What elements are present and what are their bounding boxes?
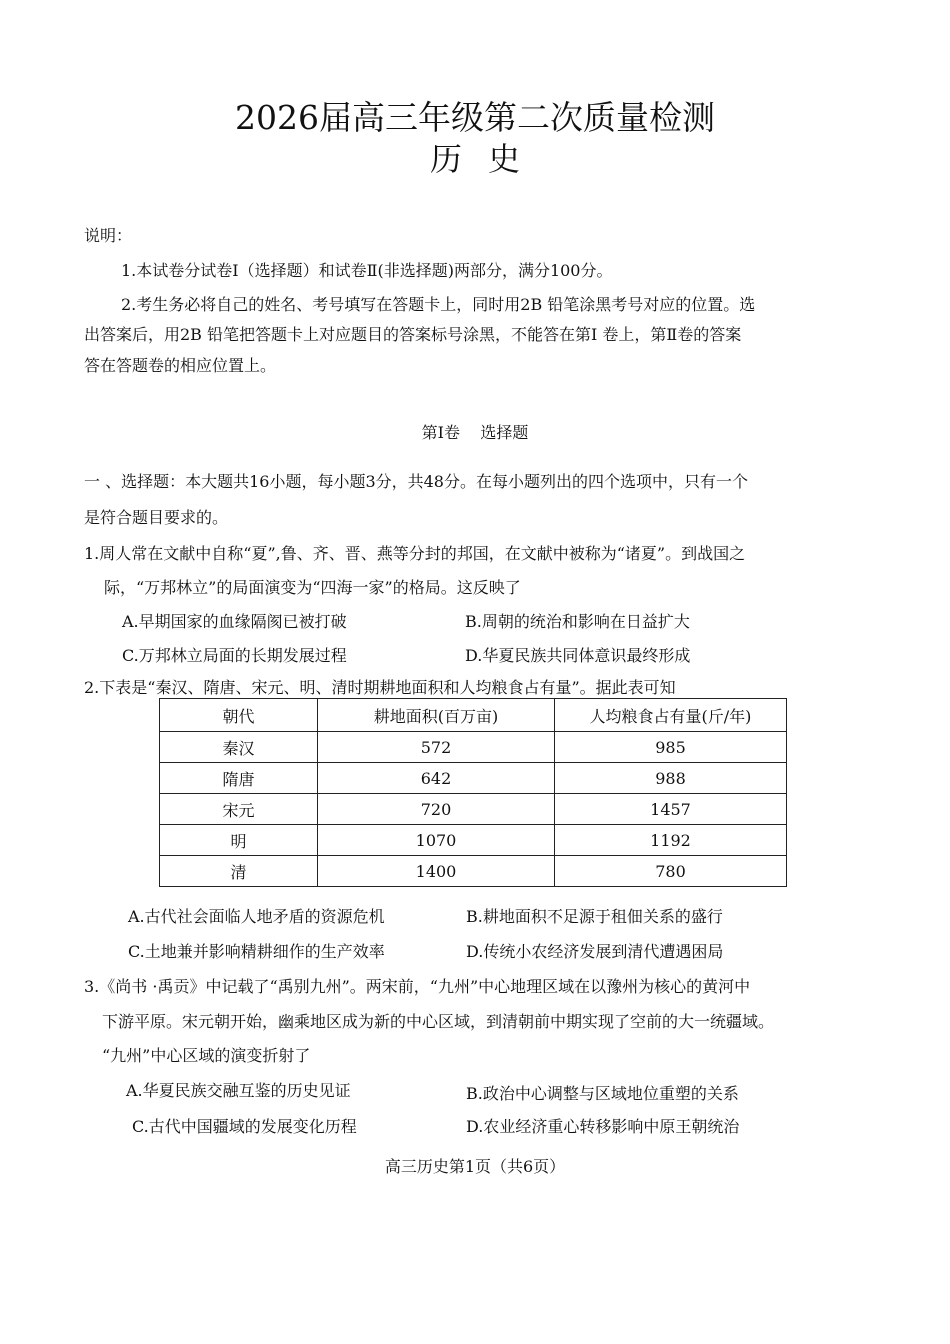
q3-option-c[interactable]: C.古代中国疆域的发展变化历程: [132, 1117, 357, 1136]
q2-option-b[interactable]: B.耕地面积不足源于租佃关系的盛行: [466, 907, 723, 926]
q1-option-b[interactable]: B.周朝的统治和影响在日益扩大: [465, 612, 690, 631]
q3-stem-line-1: 3.《尚书 ·禹贡》中记载了“禹别九州”。两宋前，“九州”中心地理区域在以豫州为核心的黄河中: [84, 977, 751, 996]
instruction-item-1: 1.本试卷分试卷Ⅰ（选择题）和试卷Ⅱ(非选择题)两部分，满分100分。: [121, 261, 613, 280]
table-cell: 642: [318, 763, 555, 794]
table-cell: 988: [555, 763, 787, 794]
instructions-label: 说明：: [84, 226, 133, 245]
table-cell: 985: [555, 732, 787, 763]
q2-data-table: [159, 698, 787, 887]
table-header-cell: 人均粮食占有量(斤/年): [555, 699, 787, 732]
page-footer: 高三历史第1页（共6页）: [384, 1157, 566, 1176]
table-cell: 780: [555, 856, 787, 887]
table-cell: 572: [318, 732, 555, 763]
table-cell: 720: [318, 794, 555, 825]
instruction-item-2-line-2: 出答案后，用2B 铅笔把答题卡上对应题目的答案标号涂黑，不能答在第Ⅰ 卷上，第Ⅱ卷的答案: [84, 325, 742, 344]
table-row: [160, 856, 787, 887]
table-row: [160, 794, 787, 825]
table-cell: 1070: [318, 825, 555, 856]
q3-option-b[interactable]: B.政治中心调整与区域地位重塑的关系: [466, 1084, 739, 1103]
table-cell: 1400: [318, 856, 555, 887]
q1-option-d[interactable]: D.华夏民族共同体意识最终形成: [465, 646, 691, 665]
q3-option-d[interactable]: D.农业经济重心转移影响中原王朝统治: [466, 1117, 740, 1136]
table-cell: 明: [160, 825, 318, 856]
table-cell: 宋元: [160, 794, 318, 825]
part-1-heading-line-1: 一 、选择题：本大题共16小题，每小题3分，共48分。在每小题列出的四个选项中，只有一个: [84, 472, 748, 491]
instruction-item-2-line-1: 2.考生务必将自己的姓名、考号填写在答题卡上，同时用2B 铅笔涂黑考号对应的位置。选: [121, 295, 756, 314]
table-row: [160, 732, 787, 763]
table-row: [160, 825, 787, 856]
q1-stem-line-1: 1.周人常在文献中自称“夏”,鲁、齐、晋、燕等分封的邦国，在文献中被称为“诸夏”。到战国之: [84, 544, 746, 563]
q1-option-c[interactable]: C.万邦林立局面的长期发展过程: [122, 646, 347, 665]
q3-stem-line-2: 下游平原。宋元朝开始，幽乘地区成为新的中心区域，到清朝前中期实现了空前的大一统疆域。: [102, 1012, 775, 1031]
q1-option-a[interactable]: A.早期国家的血缘隔阂已被打破: [122, 612, 347, 631]
q3-option-a[interactable]: A.华夏民族交融互鉴的历史见证: [126, 1081, 351, 1100]
part-1-heading-line-2: 是符合题目要求的。: [84, 508, 229, 527]
table-cell: 清: [160, 856, 318, 887]
table-row: [160, 763, 787, 794]
table-cell: 秦汉: [160, 732, 318, 763]
q2-option-d[interactable]: D.传统小农经济发展到清代遭遇困局: [466, 942, 724, 961]
table-header-row: [160, 699, 787, 732]
exam-title: 2026届高三年级第二次质量检测: [235, 98, 715, 137]
section-title: 第Ⅰ卷 选择题: [421, 423, 529, 442]
table-cell: 1457: [555, 794, 787, 825]
table-cell: 1192: [555, 825, 787, 856]
table-cell: 隋唐: [160, 763, 318, 794]
table-header-cell: 朝代: [160, 699, 318, 732]
q2-option-c[interactable]: C.土地兼并影响精耕细作的生产效率: [128, 942, 385, 961]
q1-stem-line-2: 际，“万邦林立”的局面演变为“四海一家”的格局。这反映了: [104, 578, 521, 597]
instruction-item-2-line-3: 答在答题卷的相应位置上。: [84, 356, 277, 375]
exam-subject: 历史: [429, 140, 546, 178]
q2-option-a[interactable]: A.古代社会面临人地矛盾的资源危机: [128, 907, 385, 926]
q3-stem-line-3: “九州”中心区域的演变折射了: [102, 1046, 311, 1065]
table-header-cell: 耕地面积(百万亩): [318, 699, 555, 732]
q2-stem: 2.下表是“秦汉、隋唐、宋元、明、清时期耕地面积和人均粮食占有量”。据此表可知: [84, 678, 676, 697]
